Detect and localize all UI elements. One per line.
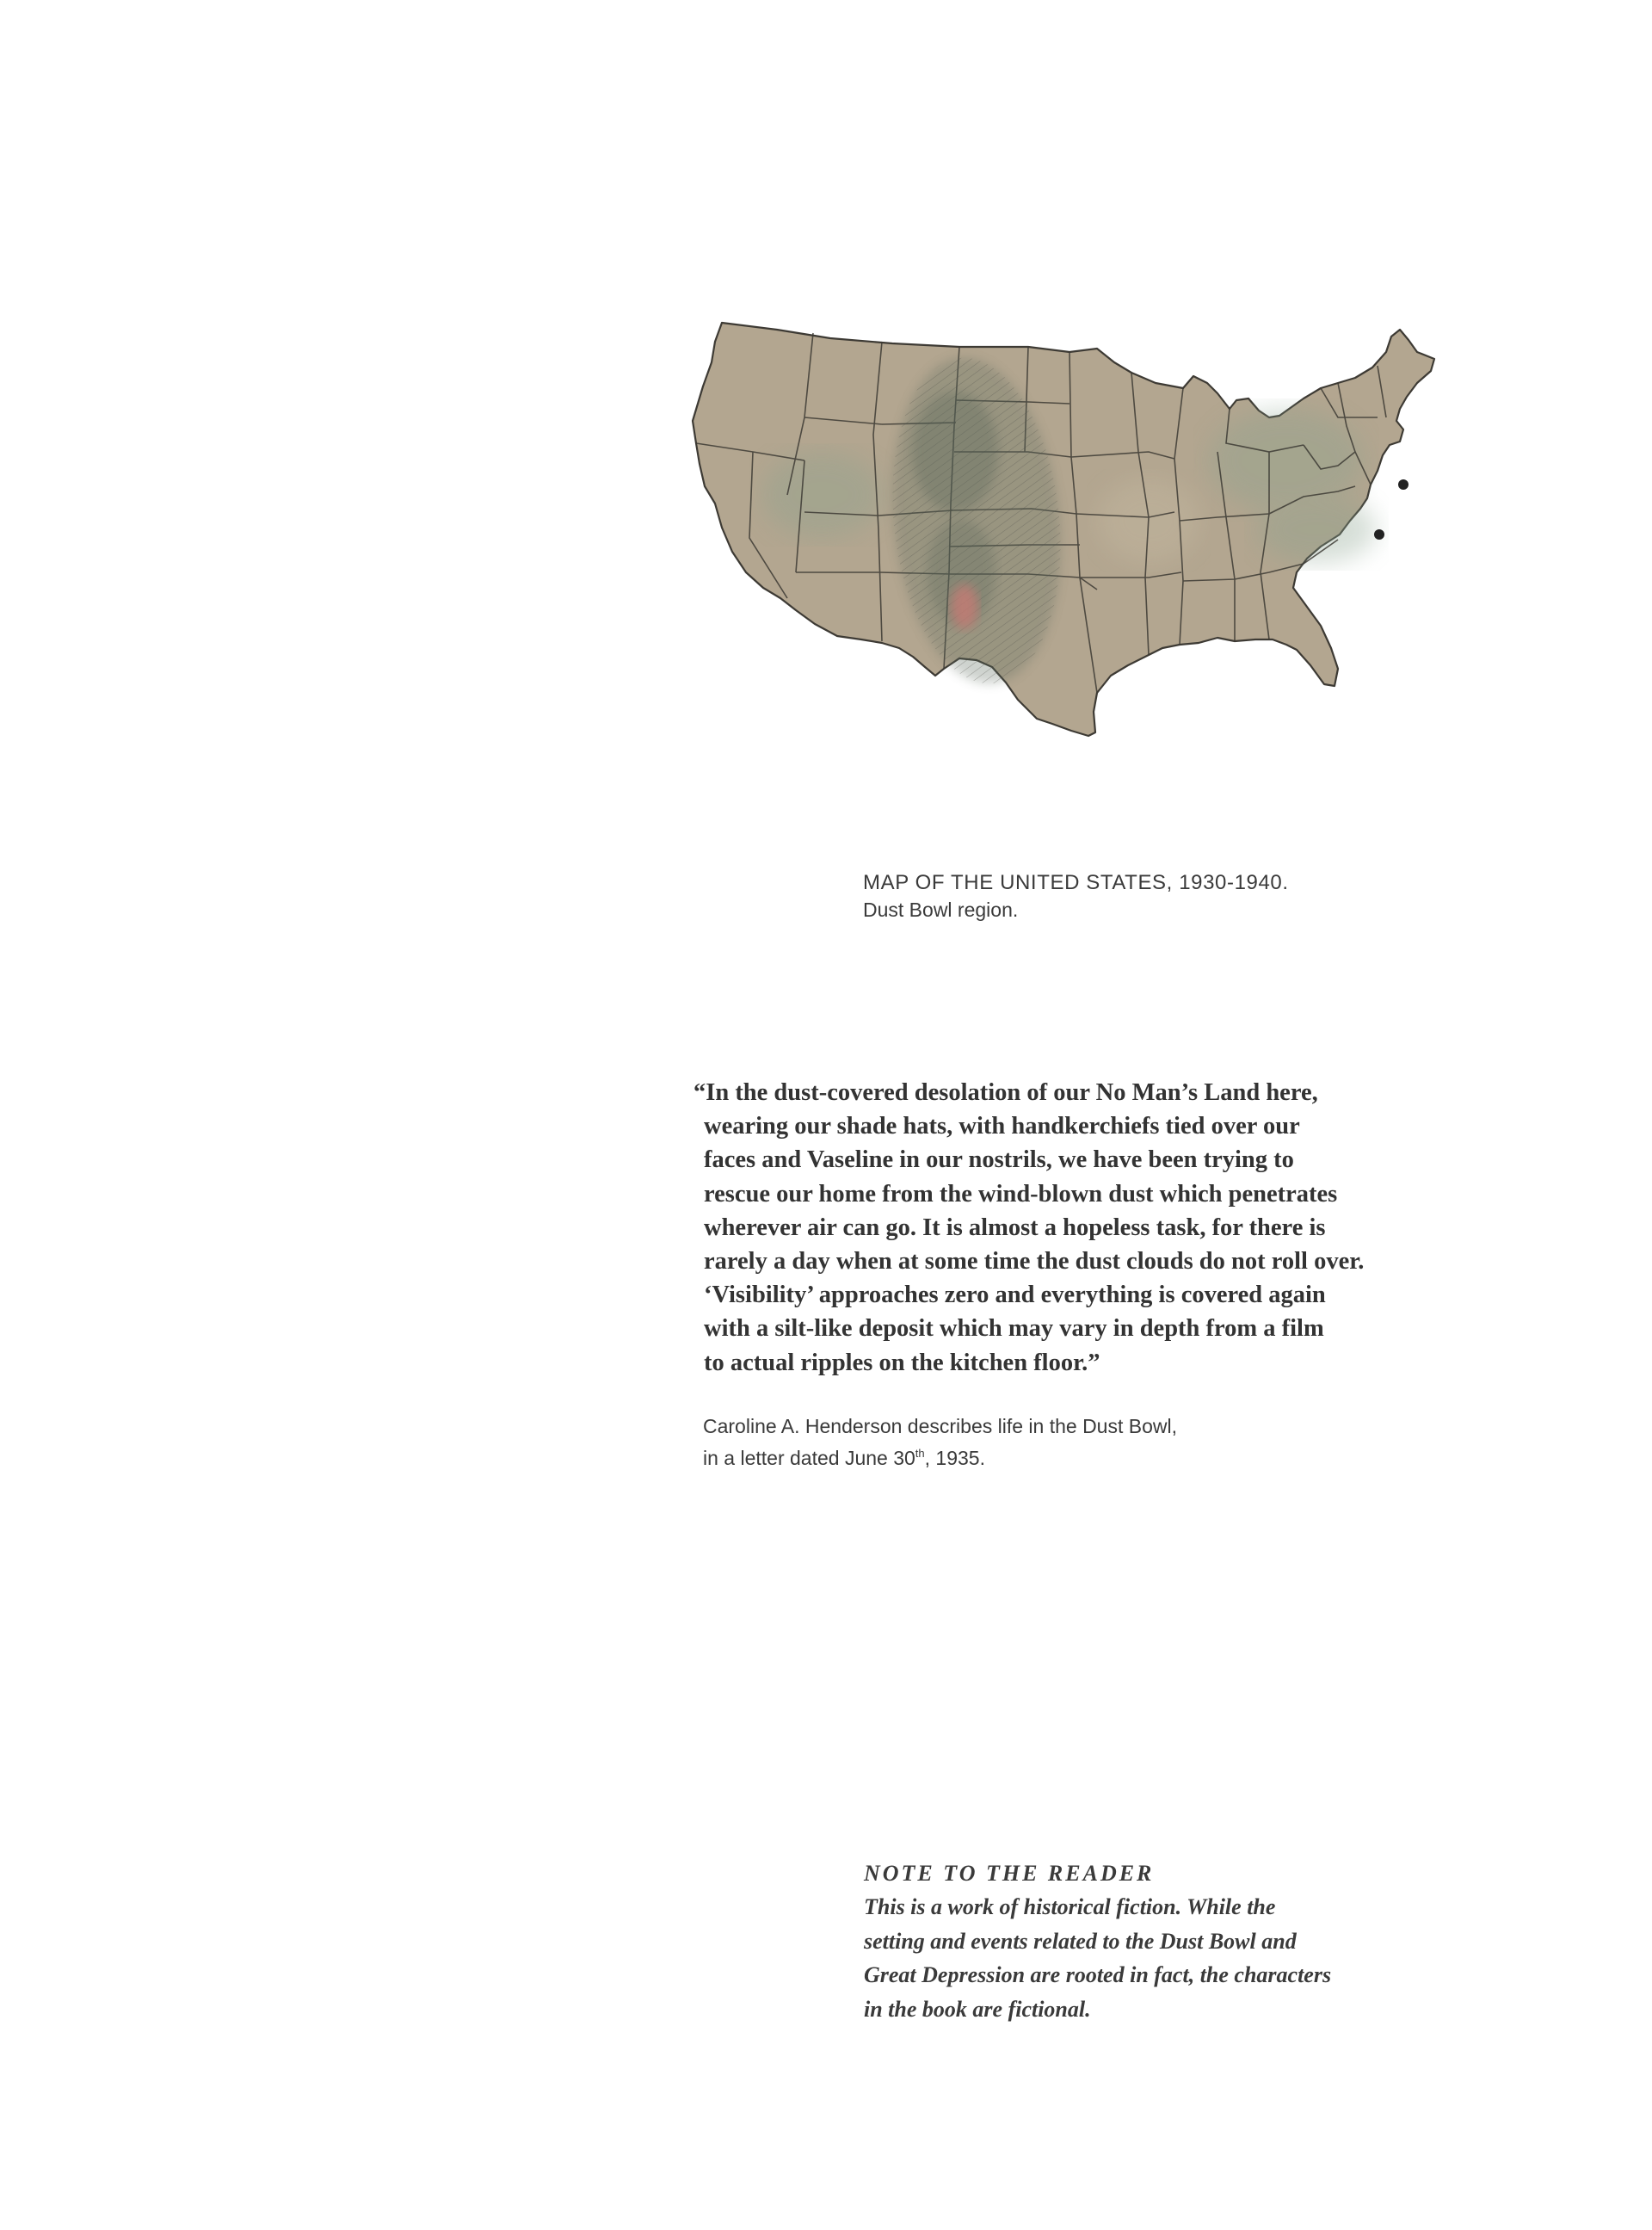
quote-line: to actual ripples on the kitchen floor.” (704, 1349, 1100, 1376)
quote-line: ‘Visibility’ approaches zero and everything is covered again (704, 1282, 1326, 1309)
map-caption (863, 869, 1289, 923)
note-line: This is a work of historical fiction. While the (864, 1894, 1276, 1920)
us-map-figure (667, 314, 1501, 813)
attribution-line-2 (703, 1440, 1177, 1472)
note-line: in the book are fictional. (864, 1996, 1091, 2022)
note-title: NOTE TO THE READER (864, 1861, 1155, 1886)
note-to-reader (864, 1856, 1331, 2026)
map-caption-subtitle: Dust Bowl region. (863, 899, 1019, 921)
city-marker (1374, 529, 1384, 540)
attribution-date-text: in a letter dated June 30 (703, 1447, 915, 1469)
us-map-illustration (667, 314, 1501, 813)
henderson-quote (693, 1076, 1451, 1380)
quote-line: rarely a day when at some time the dust clouds do not roll over. (704, 1248, 1365, 1276)
attribution-date-year: , 1935. (924, 1447, 985, 1469)
quote-line: wearing our shade hats, with handkerchiefs tied over our (704, 1113, 1300, 1140)
dust-bowl-core (951, 584, 978, 629)
attribution-line-1: Caroline A. Henderson describes life in the Dust Bowl, (703, 1415, 1178, 1437)
map-caption-title: MAP OF THE UNITED STATES, 1930-1940. (863, 871, 1289, 894)
quote-line: wherever air can go. It is almost a hopeless task, for there is (704, 1214, 1326, 1241)
quote-line: rescue our home from the wind-blown dust which penetrates (704, 1180, 1338, 1208)
quote-attribution (703, 1413, 1177, 1472)
quote-line: faces and Vaseline in our nostrils, we have been trying to (704, 1146, 1294, 1174)
quote-line: with a silt-like deposit which may vary in depth from a film (704, 1315, 1324, 1343)
note-line: Great Depression are rooted in fact, the characters (864, 1962, 1332, 1988)
city-marker (1398, 479, 1409, 490)
note-line: setting and events related to the Dust Bowl and (864, 1928, 1297, 1954)
attribution-date-suffix: th (915, 1447, 925, 1460)
quote-line: “In the dust-covered desolation of our No Man’s Land here, (693, 1079, 1318, 1106)
